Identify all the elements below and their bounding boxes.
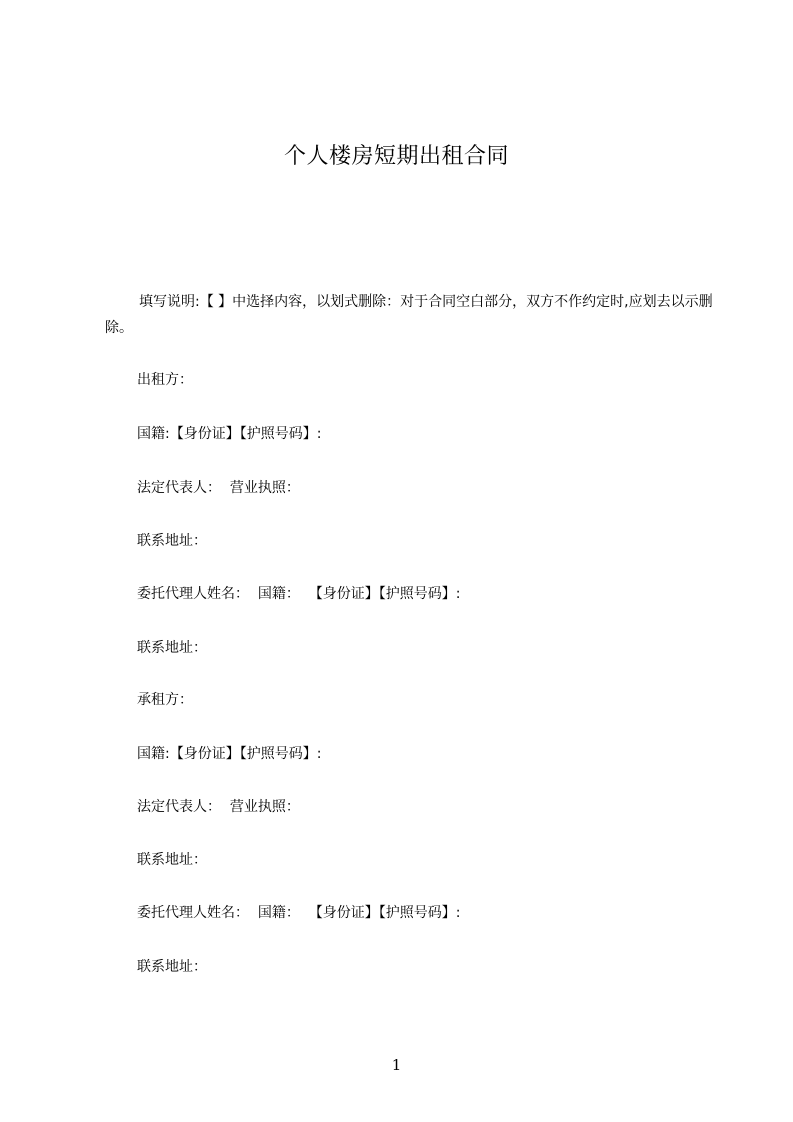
lessor-legal-representative: 法定代表人： 营业执照： <box>137 480 300 496</box>
contract-title: 个人楼房短期出租合同 <box>283 144 509 169</box>
lessee-nationality-id: 国籍:【身份证】【护照号码】: <box>137 746 322 762</box>
lessee-contact-address: 联系地址： <box>137 852 207 868</box>
fill-instructions: 填写说明:【 】中选择内容，以划式删除：对于合同空白部分，双方不作约定时,应划去以示删除。 <box>105 294 713 336</box>
lessor-nationality-id: 国籍:【身份证】【护照号码】: <box>137 426 322 442</box>
lessor-agent-info: 委托代理人姓名： 国籍： 【身份证】【护照号码】: <box>137 586 461 602</box>
lessor-agent-address: 联系地址： <box>137 640 207 656</box>
lessee-agent-info: 委托代理人姓名： 国籍： 【身份证】【护照号码】: <box>137 905 461 921</box>
lessor-contact-address: 联系地址： <box>137 533 207 549</box>
lessee-agent-address: 联系地址： <box>137 959 207 975</box>
lessor-label: 出租方： <box>137 372 193 388</box>
page-number: 1 <box>391 1056 402 1074</box>
lessee-label: 承租方： <box>137 692 193 708</box>
lessee-legal-representative: 法定代表人： 营业执照： <box>137 799 300 815</box>
